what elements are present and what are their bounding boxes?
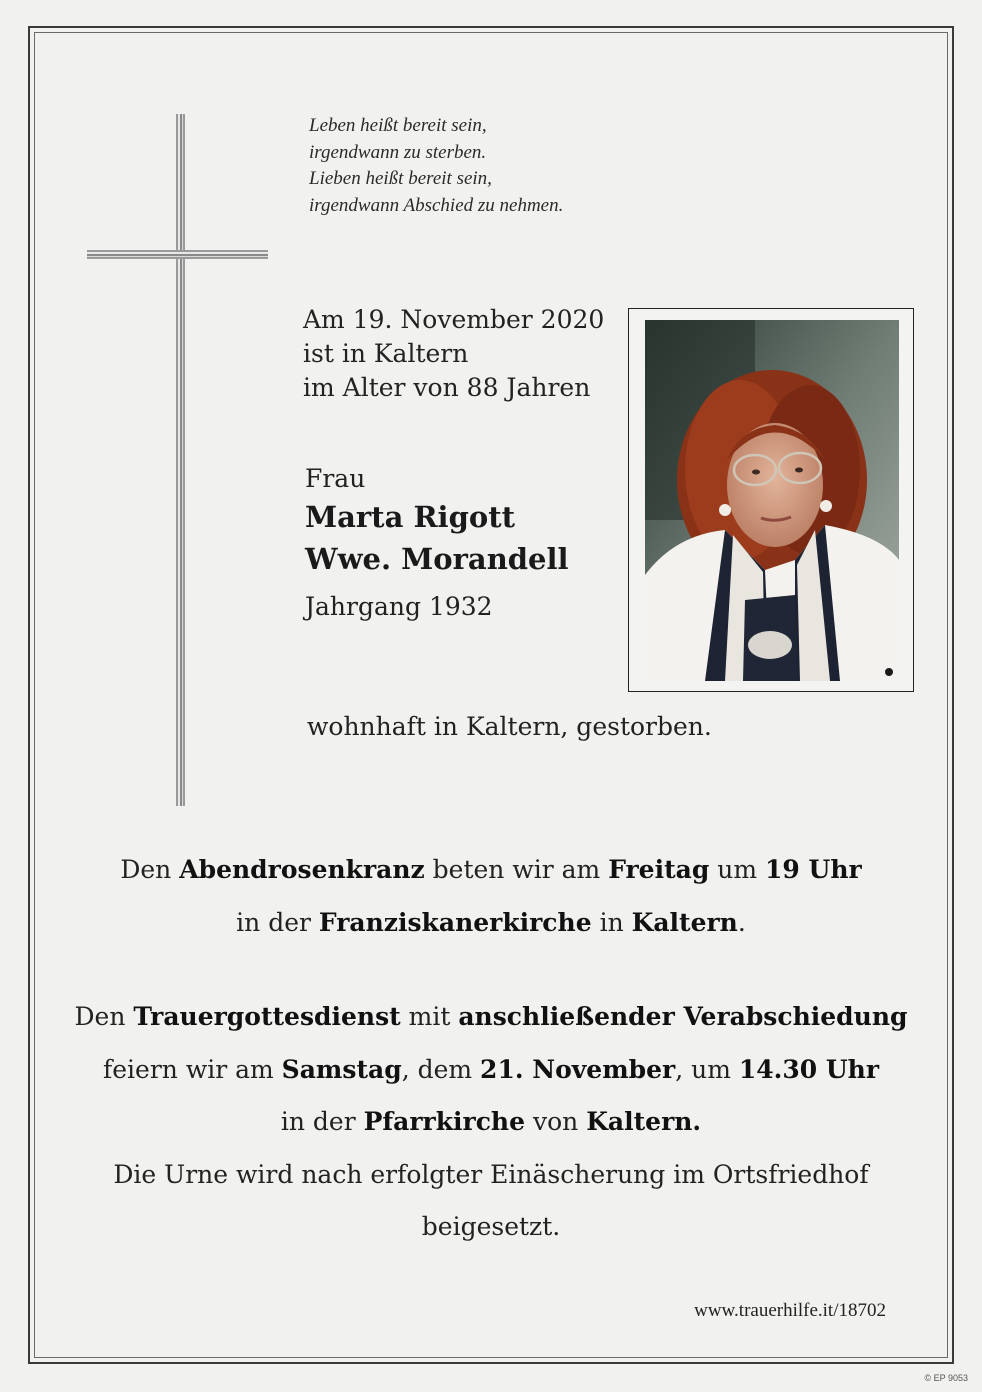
portrait-photo — [645, 320, 899, 681]
print-code: © EP 9053 — [924, 1373, 968, 1383]
poem-line: irgendwann Abschied zu nehmen. — [309, 194, 564, 216]
funeral-info — [40, 991, 942, 1254]
deceased-name: Marta Rigott — [305, 500, 515, 534]
deceased-married-name: Wwe. Morandell — [305, 542, 569, 576]
death-announcement — [303, 303, 604, 405]
residence-text: wohnhaft in Kaltern, gestorben. — [307, 712, 712, 741]
funeral-line-1: Den Trauergottesdienst mit anschließender Verabschiedung — [74, 1002, 908, 1031]
rosary-info — [40, 844, 942, 949]
deceased-name-block — [305, 462, 569, 624]
poem-line: irgendwann zu sterben. — [309, 141, 487, 163]
portrait-illustration — [645, 320, 899, 681]
funeral-line-5: beigesetzt. — [421, 1212, 561, 1241]
poem-line: Lieben heißt bereit sein, — [309, 168, 492, 189]
cross-horizontal-bar — [87, 250, 268, 259]
funeral-line-4: Die Urne wird nach erfolgter Einäscherung im Ortsfriedhof — [113, 1159, 869, 1189]
intro-line: im Alter von 88 Jahren — [303, 373, 591, 402]
poem-line: Leben heißt bereit sein, — [309, 115, 487, 136]
website-link[interactable]: www.trauerhilfe.it/18702 — [694, 1300, 886, 1321]
intro-line: Am 19. November 2020 — [303, 305, 605, 334]
intro-line: ist in Kaltern — [303, 339, 469, 368]
poem — [309, 113, 563, 219]
birth-year: Jahrgang 1932 — [305, 592, 493, 621]
rosary-line-2: in der Franziskanerkirche in Kaltern. — [236, 907, 746, 937]
funeral-line-3: in der Pfarrkirche von Kaltern. — [280, 1107, 702, 1136]
salutation: Frau — [305, 464, 366, 493]
funeral-line-2: feiern wir am Samstag, dem 21. November, um 14.30 Uhr — [102, 1054, 880, 1084]
cross-vertical-bar — [176, 114, 185, 806]
rosary-line-1: Den Abendrosenkranz beten wir am Freitag um 19 Uhr — [120, 855, 862, 884]
